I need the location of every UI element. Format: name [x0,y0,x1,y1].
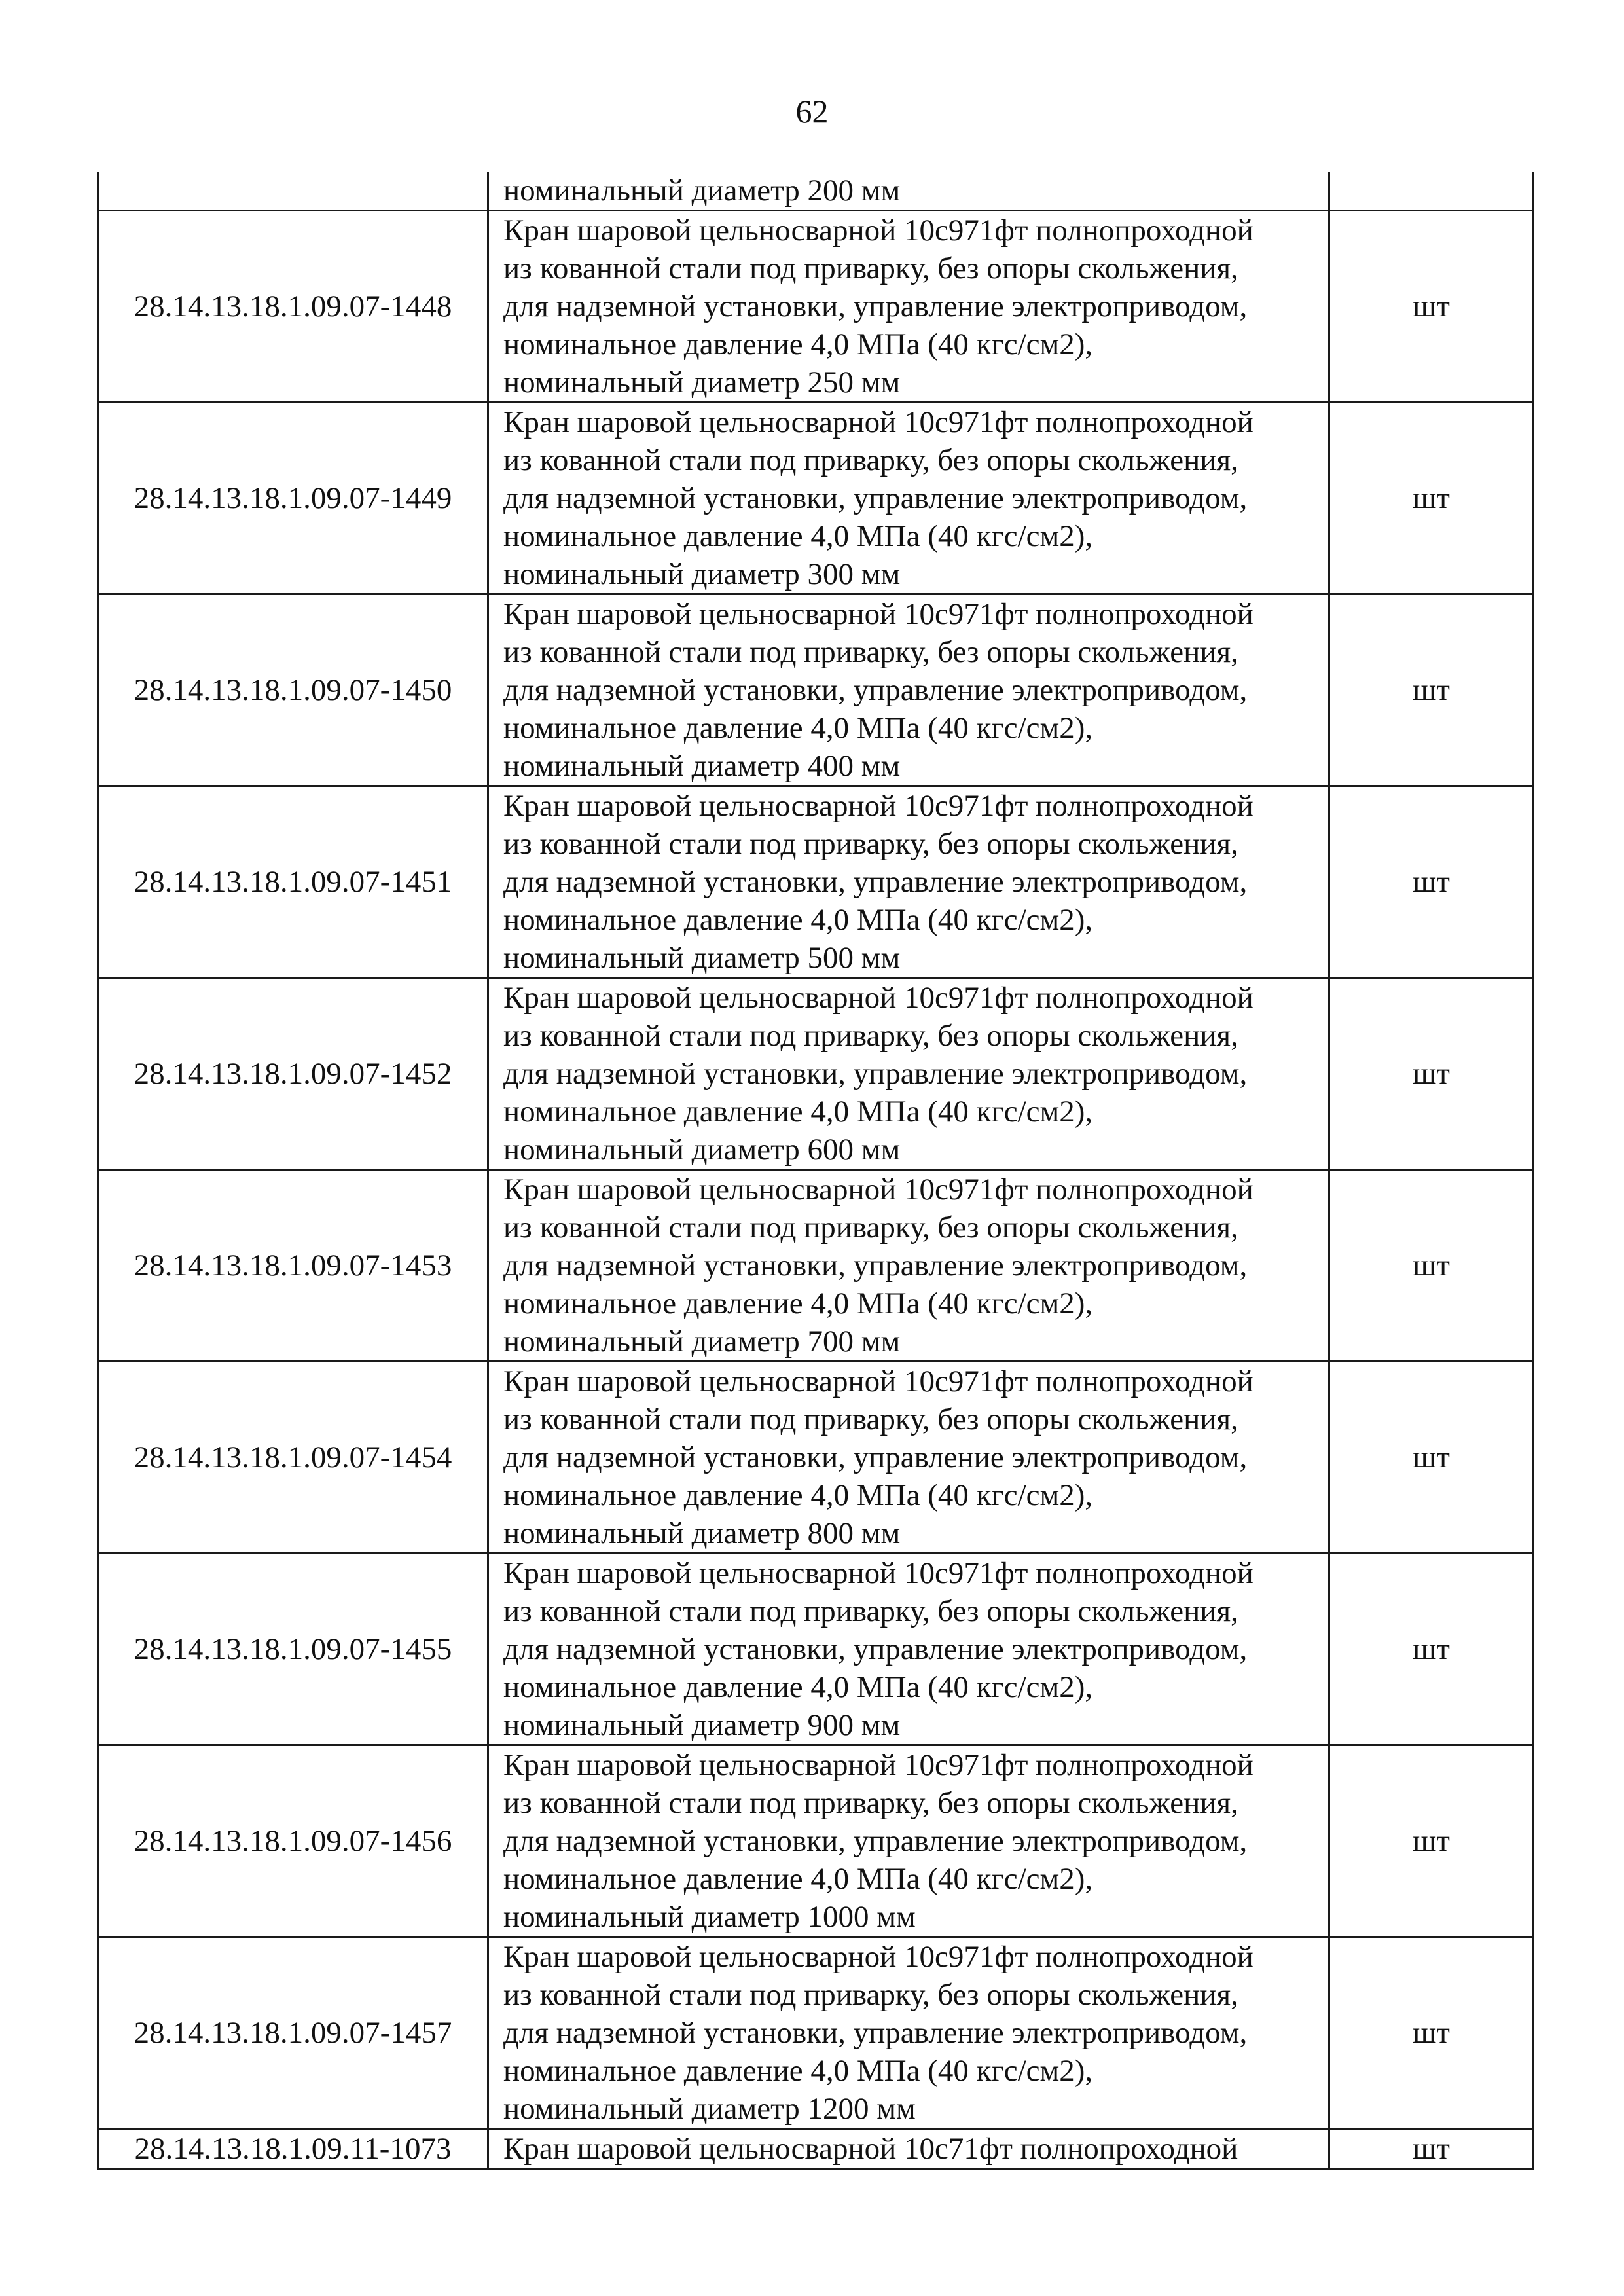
description-line: для надземной установки, управление электроприводом, [503,673,1248,707]
description-line: из кованной стали под приварку, без опоры скольжения, [503,1786,1238,1820]
description-line: из кованной стали под приварку, без опоры скольжения, [503,1594,1238,1628]
description-line: номинальный диаметр 1200 мм [503,2092,916,2126]
description-line: для надземной установки, управление электроприводом, [503,865,1248,899]
description-line: номинальный диаметр 250 мм [503,365,901,399]
description-line: из кованной стали под приварку, без опоры скольжения, [503,443,1238,477]
resource-code-cell: 28.14.13.18.1.09.11-1073 [98,2129,488,2169]
table-row [98,172,1534,211]
description-line: из кованной стали под приварку, без опоры скольжения, [503,251,1238,285]
table-row [98,594,1534,786]
resource-description-cell [488,1362,1329,1554]
resource-description-cell [488,211,1329,403]
description-line: для надземной установки, управление электроприводом, [503,481,1248,515]
description-line: номинальное давление 4,0 МПа (40 кгс/см2), [503,1095,1093,1129]
description-line: номинальный диаметр 300 мм [503,557,901,591]
description-line: из кованной стали под приварку, без опоры скольжения, [503,1019,1238,1053]
unit-cell: шт [1329,786,1534,978]
resource-description-cell [488,594,1329,786]
resource-code-cell: 28.14.13.18.1.09.07-1453 [98,1170,488,1362]
description-line: номинальный диаметр 800 мм [503,1516,901,1550]
description-line: номинальный диаметр 1000 мм [503,1900,916,1934]
table-row [98,978,1534,1170]
resource-description-cell [488,1554,1329,1745]
description-line: номинальное давление 4,0 МПа (40 кгс/см2), [503,1286,1093,1321]
resource-description-cell [488,1170,1329,1362]
resource-code-cell: 28.14.13.18.1.09.07-1455 [98,1554,488,1745]
description-line: номинальное давление 4,0 МПа (40 кгс/см2), [503,903,1093,937]
description-line: из кованной стали под приварку, без опоры скольжения, [503,1211,1238,1245]
resource-code-cell: 28.14.13.18.1.09.07-1449 [98,403,488,594]
description-line: для надземной установки, управление электроприводом, [503,2016,1248,2050]
resource-description-cell [488,1937,1329,2129]
resource-code-cell: 28.14.13.18.1.09.07-1452 [98,978,488,1170]
description-line: номинальное давление 4,0 МПа (40 кгс/см2), [503,1670,1093,1704]
unit-cell: шт [1329,594,1534,786]
resource-code-cell: 28.14.13.18.1.09.07-1454 [98,1362,488,1554]
table-row [98,2129,1534,2169]
resource-code-cell: 28.14.13.18.1.09.07-1448 [98,211,488,403]
description-line: из кованной стали под приварку, без опоры скольжения, [503,1402,1238,1436]
description-line: номинальный диаметр 200 мм [503,173,901,208]
resource-table [97,172,1534,2170]
description-line: Кран шаровой цельносварной 10с971фт полнопроходной [503,789,1254,823]
unit-cell: шт [1329,1554,1534,1745]
description-line: для надземной установки, управление электроприводом, [503,1248,1248,1283]
unit-cell: шт [1329,1745,1534,1937]
unit-cell: шт [1329,2129,1534,2169]
description-line: Кран шаровой цельносварной 10с971фт полнопроходной [503,1556,1254,1590]
description-line: для надземной установки, управление электроприводом, [503,289,1248,323]
resource-description-cell [488,1745,1329,1937]
description-line: номинальный диаметр 500 мм [503,941,901,975]
table-row [98,1170,1534,1362]
resource-code-cell: 28.14.13.18.1.09.07-1457 [98,1937,488,2129]
description-line: номинальный диаметр 600 мм [503,1133,901,1167]
description-line: Кран шаровой цельносварной 10с971фт полнопроходной [503,597,1254,631]
description-line: номинальное давление 4,0 МПа (40 кгс/см2), [503,1862,1093,1896]
description-line: для надземной установки, управление электроприводом, [503,1057,1248,1091]
table-row [98,1937,1534,2129]
description-line: Кран шаровой цельносварной 10с971фт полнопроходной [503,1173,1254,1207]
description-line: Кран шаровой цельносварной 10с971фт полнопроходной [503,1940,1254,1974]
description-line: номинальное давление 4,0 МПа (40 кгс/см2), [503,711,1093,745]
resource-code-cell: 28.14.13.18.1.09.07-1456 [98,1745,488,1937]
description-line: номинальное давление 4,0 МПа (40 кгс/см2), [503,2054,1093,2088]
unit-cell: шт [1329,1937,1534,2129]
resource-description-cell [488,786,1329,978]
resource-description-cell [488,978,1329,1170]
resource-table-body [98,172,1534,2169]
unit-cell: шт [1329,1362,1534,1554]
description-line: из кованной стали под приварку, без опоры скольжения, [503,827,1238,861]
table-row [98,1554,1534,1745]
unit-cell: шт [1329,403,1534,594]
resource-description-cell [488,403,1329,594]
table-row [98,786,1534,978]
resource-code-cell: 28.14.13.18.1.09.07-1451 [98,786,488,978]
description-line: из кованной стали под приварку, без опоры скольжения, [503,635,1238,669]
resource-code-cell: 28.14.13.18.1.09.07-1450 [98,594,488,786]
table-row [98,211,1534,403]
table-row [98,1745,1534,1937]
description-line: номинальное давление 4,0 МПа (40 кгс/см2), [503,1478,1093,1512]
description-line: Кран шаровой цельносварной 10с971фт полнопроходной [503,1364,1254,1398]
description-line: для надземной установки, управление электроприводом, [503,1824,1248,1858]
description-line: Кран шаровой цельносварной 10с71фт полнопроходной [503,2132,1238,2166]
description-line: номинальный диаметр 400 мм [503,749,901,783]
description-line: номинальное давление 4,0 МПа (40 кгс/см2), [503,327,1093,361]
resource-description-cell [488,2129,1329,2169]
resource-description-cell [488,172,1329,211]
description-line: Кран шаровой цельносварной 10с971фт полнопроходной [503,1748,1254,1782]
unit-cell [1329,172,1534,211]
description-line: номинальный диаметр 900 мм [503,1708,901,1742]
resource-code-cell [98,172,488,211]
description-line: для надземной установки, управление электроприводом, [503,1440,1248,1474]
description-line: для надземной установки, управление электроприводом, [503,1632,1248,1666]
description-line: из кованной стали под приварку, без опоры скольжения, [503,1978,1238,2012]
unit-cell: шт [1329,211,1534,403]
description-line: номинальный диаметр 700 мм [503,1324,901,1358]
unit-cell: шт [1329,1170,1534,1362]
description-line: номинальное давление 4,0 МПа (40 кгс/см2), [503,519,1093,553]
description-line: Кран шаровой цельносварной 10с971фт полнопроходной [503,981,1254,1015]
page-number: 62 [795,93,829,130]
description-line: Кран шаровой цельносварной 10с971фт полнопроходной [503,405,1254,439]
table-row [98,1362,1534,1554]
table-row [98,403,1534,594]
description-line: Кран шаровой цельносварной 10с971фт полнопроходной [503,213,1254,247]
unit-cell: шт [1329,978,1534,1170]
